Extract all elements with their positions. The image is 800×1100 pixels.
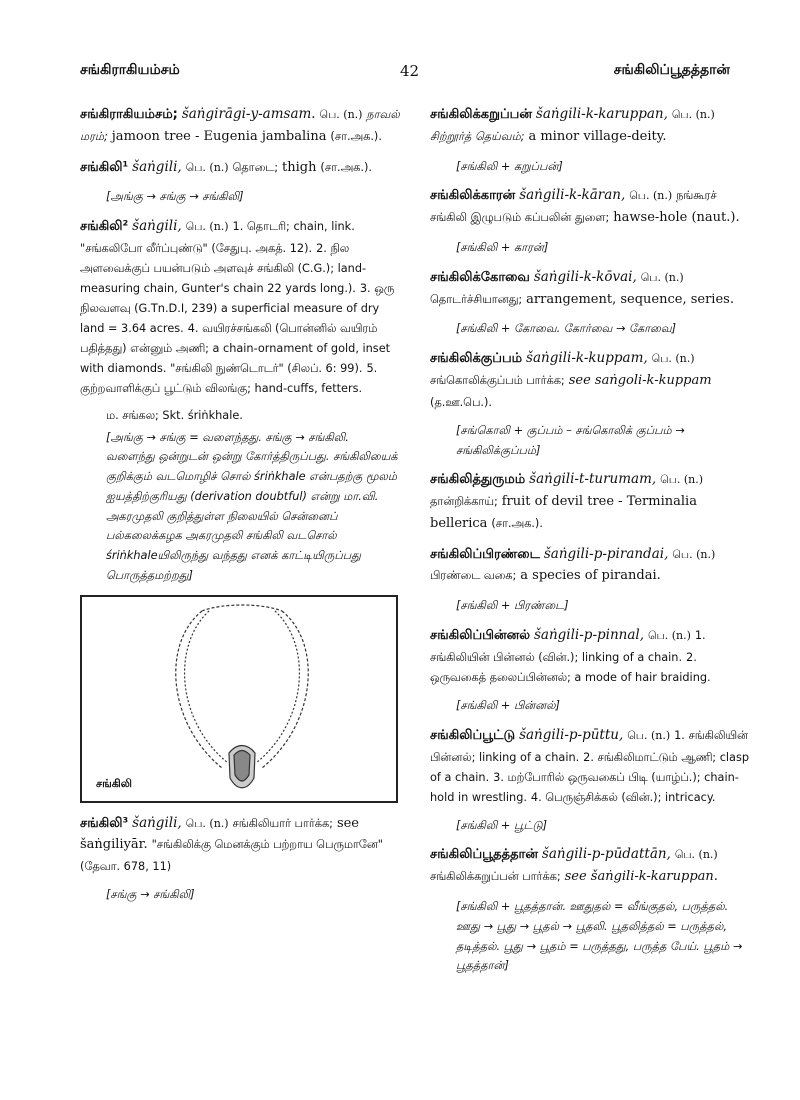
definition-tamil: சிற்றூர்த் தெய்வம்;	[430, 129, 525, 143]
definition-english: arrangement, sequence, series.	[526, 291, 734, 307]
definition-english: a minor village-deity.	[528, 128, 667, 144]
etymology: [சங்கிலி + பூதத்தான். ஊதுதல் = வீங்குதல், பருத்தல். ஊது → பூது → பூதல் → பூதலி. பூதலித்தல் = பருத்தல், தடித்தல். பூது → பூதம் = பருத்தது, பருத்த பேய். பூதம் → பூதத்தான்]	[456, 900, 743, 973]
headword: சங்கிலித்துருமம்	[430, 472, 526, 488]
part-of-speech: பெ. (n.)	[660, 473, 704, 487]
dictionary-entry	[80, 813, 400, 877]
definition-english: hawse-hole (naut.).	[613, 210, 740, 226]
definition-tamil: நங்கூரச் சங்கிலி இழுபடும் கப்பலின் துளை;	[430, 189, 717, 225]
sense-4: 4. வயிரச்சங்கலி (பொன்னில் வயிரம் பதித்தது) என்னும் அணி; a chain-ornament of gold, inset with diamonds. "சங்கிலி நுண்டொடர்" (சிலப். 6: 99).	[80, 322, 391, 376]
sense-5: 5. குற்றவாளிக்குப் பூட்டும் விலங்கு; hand-cuffs, fetters.	[80, 362, 378, 396]
sense-1: 1. சங்கிலியின் பின்னல் (வின்.); linking of a chain.	[430, 629, 706, 664]
definition-english: see šaṅgiliyār.	[80, 815, 359, 853]
etymology: [சங்கிலி + கறுப்பன்]	[456, 159, 563, 173]
etymology: [சங்கு → சங்கிலி]	[106, 888, 195, 902]
headword: சங்கிலி²	[80, 219, 129, 235]
part-of-speech: பெ. (n.)	[672, 547, 716, 561]
part-of-speech: பெ. (n.)	[185, 160, 229, 174]
source-reference: (சா.அக.).	[330, 129, 382, 143]
dictionary-entry	[80, 216, 400, 398]
dictionary-entry	[430, 104, 750, 148]
headword: சங்கிராகியம்சம்;	[80, 107, 178, 122]
chain-necklace-icon	[142, 603, 342, 799]
page-number: 42	[400, 62, 420, 80]
left-column	[80, 104, 400, 914]
definition-tamil: சங்கிலியார் பார்க்க;	[232, 816, 333, 830]
header-last-word: சங்கிலிப்பூதத்தான்	[613, 62, 730, 78]
etymology: [சங்கிலி + கோவை. கோர்வை → கோவை]	[456, 322, 677, 336]
quotation: "சங்கிலிக்கு மெனக்கும் பற்றாய பெருமானே" (தேவா. 678, 11)	[80, 838, 383, 874]
definition-tamil: தொடர்ச்சியானது;	[430, 292, 523, 306]
sense-3: 3. ஒரு நிலவளவு (G.Tn.D.I, 239) a superficial measure of dry land = 3.64 acres.	[80, 282, 395, 336]
etymology: [அங்கு → சங்கு → சங்கிலி]	[106, 190, 244, 204]
figure-caption: சங்கிலி	[96, 777, 132, 791]
etymology: [சங்கொலி + குப்பம் – சங்கொலிக் குப்பம் → சங்கிலிக்குப்பம்]	[456, 423, 685, 457]
part-of-speech: பெ. (n.)	[185, 220, 229, 234]
transliteration: šaṅgili,	[132, 218, 182, 235]
definition-english: a species of pirandai.	[520, 568, 661, 584]
etymology: [சங்கிலி + பூட்டு]	[456, 818, 548, 832]
definition-english: see šaṅgili-k-karuppan.	[564, 869, 718, 885]
transliteration: šaṅgili-k-kuppam,	[526, 350, 648, 367]
source-reference: (சா.அக.).	[491, 516, 543, 530]
page-header	[80, 62, 730, 86]
etymology: [அங்கு → சங்கு = வளைந்தது. சங்கு → சங்கிலி. வளைந்து ஒன்றுடன் ஒன்று கோர்த்திருப்பது. சங்கிலியைக் குறிக்கும் வடமொழிச் சொல் śriṅkhale என்பதற்கு மூலம் ஐயத்திற்குரியது (derivation doubtful) என்று மா.வி. அகரமுதலி குறித்துள்ள நிலையில் சென்னைப் பல்கலைக்கழக அகரமுதலி சங்கிலி வடசொல் śriṅkhaleயிலிருந்து வந்தது எனக் காட்டியிருப்பது பொருத்தமற்றது]	[106, 430, 398, 582]
transliteration: šaṅgirāgi-y-amsam.	[181, 106, 316, 122]
dictionary-entry	[80, 157, 400, 179]
definition-tamil: சங்கொலிக்குப்பம் பார்க்க;	[430, 373, 565, 387]
definition-english: jamoon tree - Eugenia jambalina	[111, 128, 327, 144]
part-of-speech: பெ. (n.)	[651, 352, 695, 366]
dictionary-entry	[430, 625, 750, 687]
chain-illustration	[80, 595, 398, 803]
transliteration: šaṅgili-t-turumam,	[529, 471, 657, 488]
definition-tamil: தொடை;	[232, 160, 279, 174]
etymology: [சங்கிலி + பிரண்டை]	[456, 599, 569, 613]
dictionary-entry	[430, 348, 750, 412]
sense-2: 2. நில அளவைக்குப் பயன்படும் அளவுச் சங்கிலி (C.G.); land-measuring chain, Gunter's chain 22 yards long.).	[80, 241, 367, 296]
part-of-speech: பெ. (n.)	[674, 848, 718, 862]
sense-4: 4. பெருஞ்சிக்கல் (வின்.); intricacy.	[530, 790, 716, 804]
definition-english: see saṅgoli-k-kuppam	[568, 372, 712, 388]
part-of-speech: பெ. (n.)	[185, 816, 229, 830]
part-of-speech: பெ. (n.)	[629, 189, 673, 203]
transliteration: šaṅgili,	[132, 814, 182, 831]
dictionary-entry	[430, 267, 750, 311]
transliteration: šaṅgili-p-pirandai,	[543, 545, 669, 562]
part-of-speech: பெ. (n.)	[671, 108, 715, 121]
dictionary-entry	[430, 725, 750, 807]
part-of-speech: பெ. (n.)	[319, 108, 363, 121]
transliteration: šaṅgili-p-pinnal,	[533, 627, 645, 644]
source-reference: (சா.அக.).	[320, 160, 372, 174]
headword: சங்கிலி¹	[80, 159, 129, 175]
headword: சங்கிலிக்காரன்	[430, 188, 516, 204]
dictionary-entry	[80, 104, 400, 148]
transliteration: šaṅgili,	[132, 158, 182, 175]
transliteration: šaṅgili-p-pūdattān,	[541, 846, 671, 863]
sense-1: 1. தொடரி; chain, link. "சங்கலிபோ லீர்ப்புண்டு" (சேதுபு. அகத். 12).	[80, 220, 355, 255]
etymology: [சங்கிலி + காரன்]	[456, 240, 549, 254]
definition-english: fruit of devil tree - Terminalia bellerica	[430, 494, 697, 531]
sense-3: 3. மற்போரில் ஒருவகைப் பிடி (யாழ்ப்.); chain-hold in wrestling.	[430, 770, 739, 804]
source-reference: (த.ஊ.பெ.).	[430, 395, 492, 409]
definition-tamil: சங்கிலிக்கறுப்பன் பார்க்க;	[430, 870, 561, 884]
definition-tamil: தான்றிக்காய்;	[430, 495, 498, 509]
headword: சங்கிலிக்கோவை	[430, 269, 530, 285]
sense-1: 1. சங்கிலியின் பின்னல்; linking of a chain.	[430, 728, 748, 764]
sense-2: 2. சங்கிலிமாட்டும் ஆணி; clasp of a chain.	[430, 750, 750, 784]
definition-tamil: நாவல் மரம்;	[80, 108, 400, 143]
headword: சங்கிலி³	[80, 815, 129, 831]
headword: சங்கிலிப்பூதத்தான்	[430, 847, 538, 863]
transliteration: šaṅgili-k-kāran,	[519, 187, 626, 204]
headword: சங்கிலிப்பிரண்டை	[430, 546, 540, 562]
right-column	[430, 104, 750, 985]
headword: சங்கிலிக்கறுப்பன்	[430, 107, 532, 122]
dictionary-entry	[430, 844, 750, 888]
headword: சங்கிலிக்குப்பம்	[430, 351, 523, 367]
definition-tamil: பிரண்டை வகை;	[430, 569, 517, 583]
headword: சங்கிலிப்பின்னல்	[430, 628, 531, 644]
transliteration: šaṅgili-p-pūttu,	[519, 726, 624, 743]
part-of-speech: பெ. (n.)	[647, 629, 691, 643]
transliteration: šaṅgili-k-kōvai,	[533, 268, 637, 285]
definition-english: thigh	[282, 159, 317, 175]
dictionary-entry	[430, 185, 750, 229]
cognates: ம. சங்கல; Skt. śriṅkhale.	[106, 409, 243, 423]
part-of-speech: பெ. (n.)	[640, 270, 684, 284]
dictionary-entry	[430, 469, 750, 534]
sense-2: 2. ஒருவகைத் தலைப்பின்னல்; a mode of hair braiding.	[430, 650, 711, 684]
etymology: [சங்கிலி + பின்னல்]	[456, 698, 560, 712]
header-first-word: சங்கிராகியம்சம்	[80, 62, 180, 78]
part-of-speech: பெ. (n.)	[627, 728, 671, 742]
dictionary-entry	[430, 544, 750, 588]
headword: சங்கிலிப்பூட்டு	[430, 727, 516, 743]
transliteration: šaṅgili-k-karuppan,	[535, 106, 668, 122]
